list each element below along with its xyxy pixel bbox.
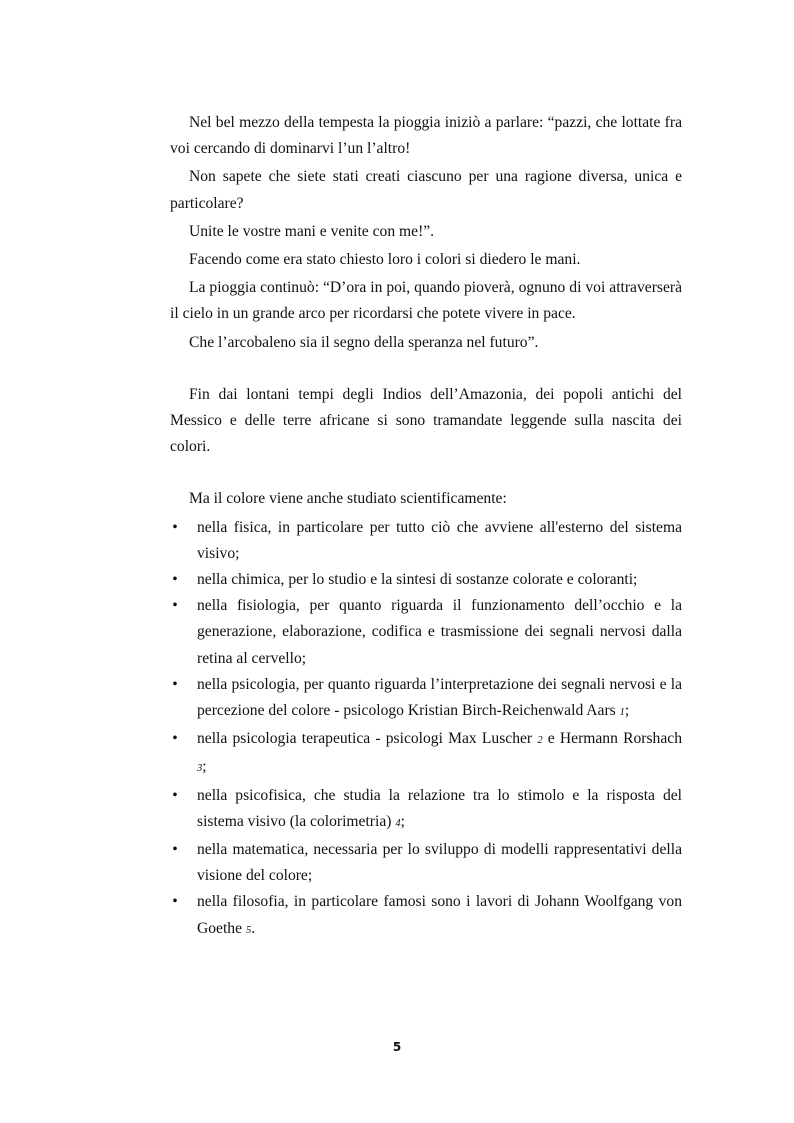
bullet-icon: •: [172, 730, 178, 748]
list-item: [170, 672, 682, 726]
legends-paragraph: Fin dai lontani tempi degli Indios dell’Amazonia, dei popoli antichi del Messico e delle terre africane si sono tramandate leggende sulla nascita dei colori.: [170, 385, 682, 456]
list-item: [170, 515, 682, 567]
science-list: [170, 515, 682, 944]
spacer: [170, 358, 682, 382]
footnote-ref: 2: [537, 735, 543, 747]
bullet-icon: •: [172, 518, 178, 536]
story-paragraph-4: Facendo come era stato chiesto loro i colori si diedero le mani.: [189, 251, 581, 269]
page-number: 5: [392, 1040, 402, 1054]
list-item: [170, 889, 682, 943]
list-item-tail: ;: [400, 812, 405, 830]
list-item-text: nella filosofia, in particolare famosi sono i lavori di Johann Woolfgang von Goethe: [197, 893, 682, 937]
spacer: [170, 462, 682, 486]
footnote-ref: 1: [619, 707, 625, 719]
bullet-icon: •: [172, 571, 178, 589]
list-item-tail: ;: [202, 758, 207, 776]
list-item: [170, 726, 682, 782]
list-item: [170, 837, 682, 889]
list-item-text: nella psicofisica, che studia la relazione tra lo stimolo e la risposta del sistema visivo (la colorimetria): [197, 786, 682, 830]
list-item-text: nella psicologia, per quanto riguarda l’interpretazione dei segnali nervosi e la percezione del colore - psicologo Kristian Birch-Reichenwald Aars: [197, 675, 682, 720]
list-item-mid: e Hermann Rorshach: [542, 730, 682, 748]
footnote-ref: 3: [197, 763, 203, 775]
bullet-icon: •: [172, 841, 178, 859]
story-paragraph-6: Che l’arcobaleno sia il segno della speranza nel futuro”.: [189, 333, 539, 351]
story-paragraph-2: Non sapete che siete stati creati ciascuno per una ragione diversa, unica e particolare?: [170, 168, 682, 212]
list-item-text: nella matematica, necessaria per lo sviluppo di modelli rappresentativi della visione del colore;: [197, 841, 682, 885]
list-item-tail: .: [251, 919, 256, 937]
list-item-text: nella fisica, in particolare per tutto ciò che avviene all'esterno del sistema visivo;: [197, 518, 682, 562]
page-body: [170, 110, 682, 944]
footnote-ref: 5: [245, 924, 252, 936]
story-paragraph-1: Nel bel mezzo della tempesta la pioggia iniziò a parlare: “pazzi, che lottate fra voi cercando di dominarvi l’un l’altro!: [170, 114, 682, 158]
footnote-ref: 4: [395, 817, 401, 829]
list-item-text: nella chimica, per lo studio e la sintesi di sostanze colorate e coloranti;: [197, 571, 638, 589]
bullet-icon: •: [172, 597, 178, 615]
bullet-icon: •: [172, 893, 178, 911]
list-item-text: nella psicologia terapeutica - psicologi Max Luscher: [197, 730, 533, 748]
list-item-tail: ;: [624, 702, 630, 720]
bullet-icon: •: [172, 786, 178, 804]
list-item: [170, 783, 682, 837]
list-item: [170, 593, 682, 672]
list-item-text: nella fisiologia, per quanto riguarda il funzionamento dell’occhio e la generazione, elaborazione, codifica e trasmissione dei segnali nervosi dalla retina al cervello;: [197, 597, 682, 667]
bullet-icon: •: [172, 675, 178, 693]
story-paragraph-3: Unite le vostre mani e venite con me!”.: [189, 222, 435, 240]
story-paragraph-5: La pioggia continuò: “D’ora in poi, quando pioverà, ognuno di voi attraverserà il cielo in un grande arco per ricordarsi che potete vivere in pace.: [170, 279, 682, 323]
list-item: [170, 567, 682, 593]
science-intro: Ma il colore viene anche studiato scientificamente:: [189, 490, 507, 508]
